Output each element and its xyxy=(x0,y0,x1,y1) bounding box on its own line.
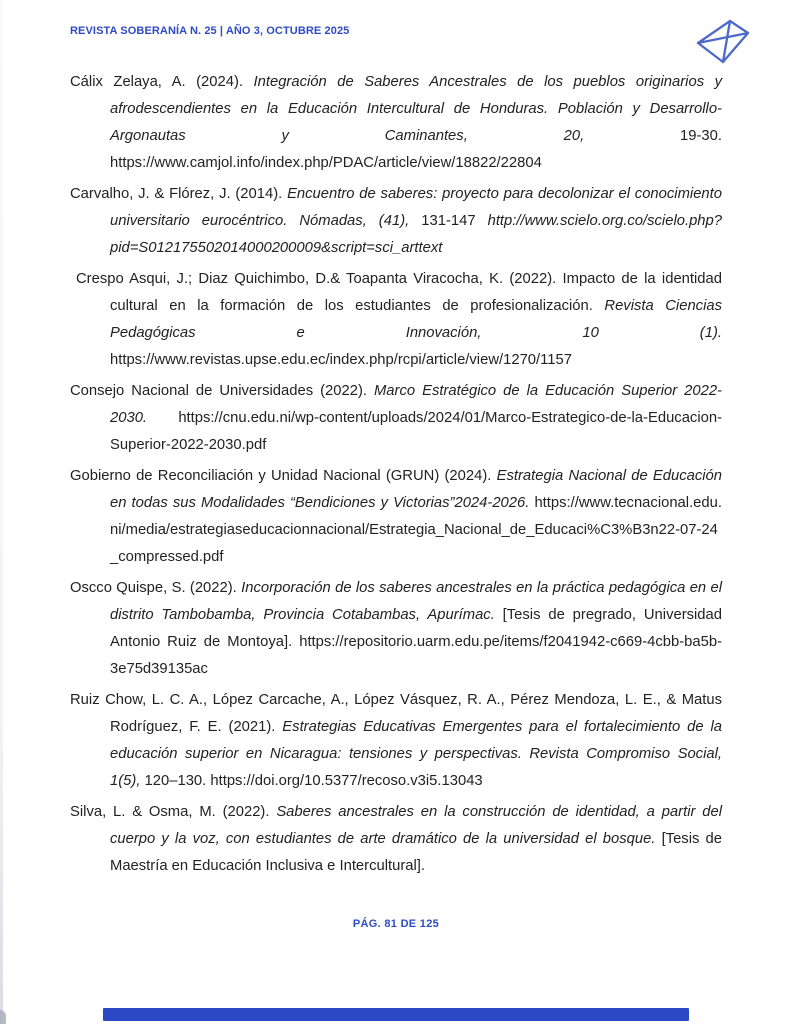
page-number: PÁG. 81 DE 125 xyxy=(352,918,440,930)
reference-entry xyxy=(70,575,722,683)
reference-text: Silva, L. & Osma, M. (2022). xyxy=(70,804,277,820)
reference-text: Encuentro de saberes: proyecto para decolonizar el conocimiento universitario eurocéntrico. Nómadas, (41), xyxy=(110,186,722,229)
reference-text: 19-30. xyxy=(680,128,722,144)
reference-entry xyxy=(70,378,722,459)
reference-list xyxy=(70,69,722,884)
reference-url[interactable]: https://www.revistas.upse.edu.ec/index.php/rcpi/article/view/1270/1157 xyxy=(110,352,572,368)
reference-entry xyxy=(70,463,722,571)
reference-url[interactable]: https://www.camjol.info/index.php/PDAC/article/view/18822/22804 xyxy=(110,155,542,171)
reference-url[interactable]: https://doi.org/10.5377/recoso.v3i5.13043 xyxy=(210,773,483,789)
reference-entry xyxy=(70,687,722,795)
reference-text: Cálix Zelaya, A. (2024). xyxy=(70,74,254,90)
paper-plane-icon xyxy=(693,18,751,66)
reference-text: [Tesis de Maestría en Educación Inclusiva e Intercultural]. xyxy=(110,831,722,874)
page-edge-shadow xyxy=(0,0,3,1024)
reference-text: Incorporación de los saberes ancestrales en la práctica pedagógica en el distrito Tambobamba, Provincia Cotabambas, Apurímac. xyxy=(110,580,722,623)
reference-entry xyxy=(70,799,722,880)
reference-url[interactable]: http://www.scielo.org.co/scielo.php?pid=S012175502014000200009&script=sci_arttext xyxy=(110,213,722,256)
reference-text: Saberes ancestrales en la construcción de identidad, a partir del cuerpo y la voz, con estudiantes de arte dramático de la universidad el bosque. xyxy=(110,804,722,847)
reference-text: [Tesis de pregrado, Universidad Antonio Ruiz de Montoya]. xyxy=(110,607,722,650)
reference-text: Oscco Quispe, S. (2022). xyxy=(70,580,242,596)
footer-bar xyxy=(103,1008,689,1021)
reference-text: Ruiz Chow, L. C. A., López Carcache, A., López Vásquez, R. A., Pérez Mendoza, L. E., & Matus Rodríguez, F. E. (2021). xyxy=(70,692,722,735)
reference-text: Marco Estratégico de la Educación Superior 2022-2030. xyxy=(110,383,722,426)
reference-text: Integración de Saberes Ancestrales de los pueblos originarios y afrodescendientes en la Educación Intercultural de Honduras. Población y Desarrollo-Argonautas y Caminantes, 20, xyxy=(110,74,723,144)
reference-entry xyxy=(70,69,722,177)
reference-text: Estrategias Educativas Emergentes para el fortalecimiento de la educación superior en Nicaragua: tensiones y perspectivas. Revista Compromiso Social, 1(5), xyxy=(110,719,722,789)
reference-text: 131-147 xyxy=(421,213,488,229)
reference-entry xyxy=(70,266,722,374)
reference-text: Gobierno de Reconciliación y Unidad Nacional (GRUN) (2024). xyxy=(70,468,497,484)
journal-logo xyxy=(693,18,751,66)
reference-url[interactable]: https://repositorio.uarm.edu.pe/items/f2041942-c669-4cbb-ba5b-3e75d39135ac xyxy=(110,634,722,677)
reference-text: Carvalho, J. & Flórez, J. (2014). xyxy=(70,186,288,202)
journal-header: REVISTA SOBERANÍA N. 25 | AÑO 3, OCTUBRE 2025 xyxy=(70,25,350,37)
reference-text: Revista Ciencias Pedagógicas e Innovación, 10 (1). xyxy=(110,298,722,341)
reference-url[interactable]: https://www.tecnacional.edu.ni/media/estrategiaseducacionnacional/Estrategia_Nacional_de_Educaci%C3%B3n22-07-24_compressed.pdf xyxy=(110,495,722,565)
reference-text: Estrategia Nacional de Educación en todas sus Modalidades “Bendiciones y Victorias”2024-2026. xyxy=(110,468,723,511)
reference-text: Crespo Asqui, J.; Diaz Quichimbo, D.& Toapanta Viracocha, K. (2022). Impacto de la identidad cultural en la formación de los estudiantes de profesionalización. xyxy=(76,271,722,314)
page-corner-shadow xyxy=(0,1010,6,1024)
reference-entry xyxy=(70,181,722,262)
reference-text: Consejo Nacional de Universidades (2022). xyxy=(70,383,374,399)
reference-url[interactable]: https://cnu.edu.ni/wp-content/uploads/2024/01/Marco-Estrategico-de-la-Educacion-Superior-2022-2030.pdf xyxy=(110,410,722,453)
reference-text: 120–130. xyxy=(144,773,211,789)
